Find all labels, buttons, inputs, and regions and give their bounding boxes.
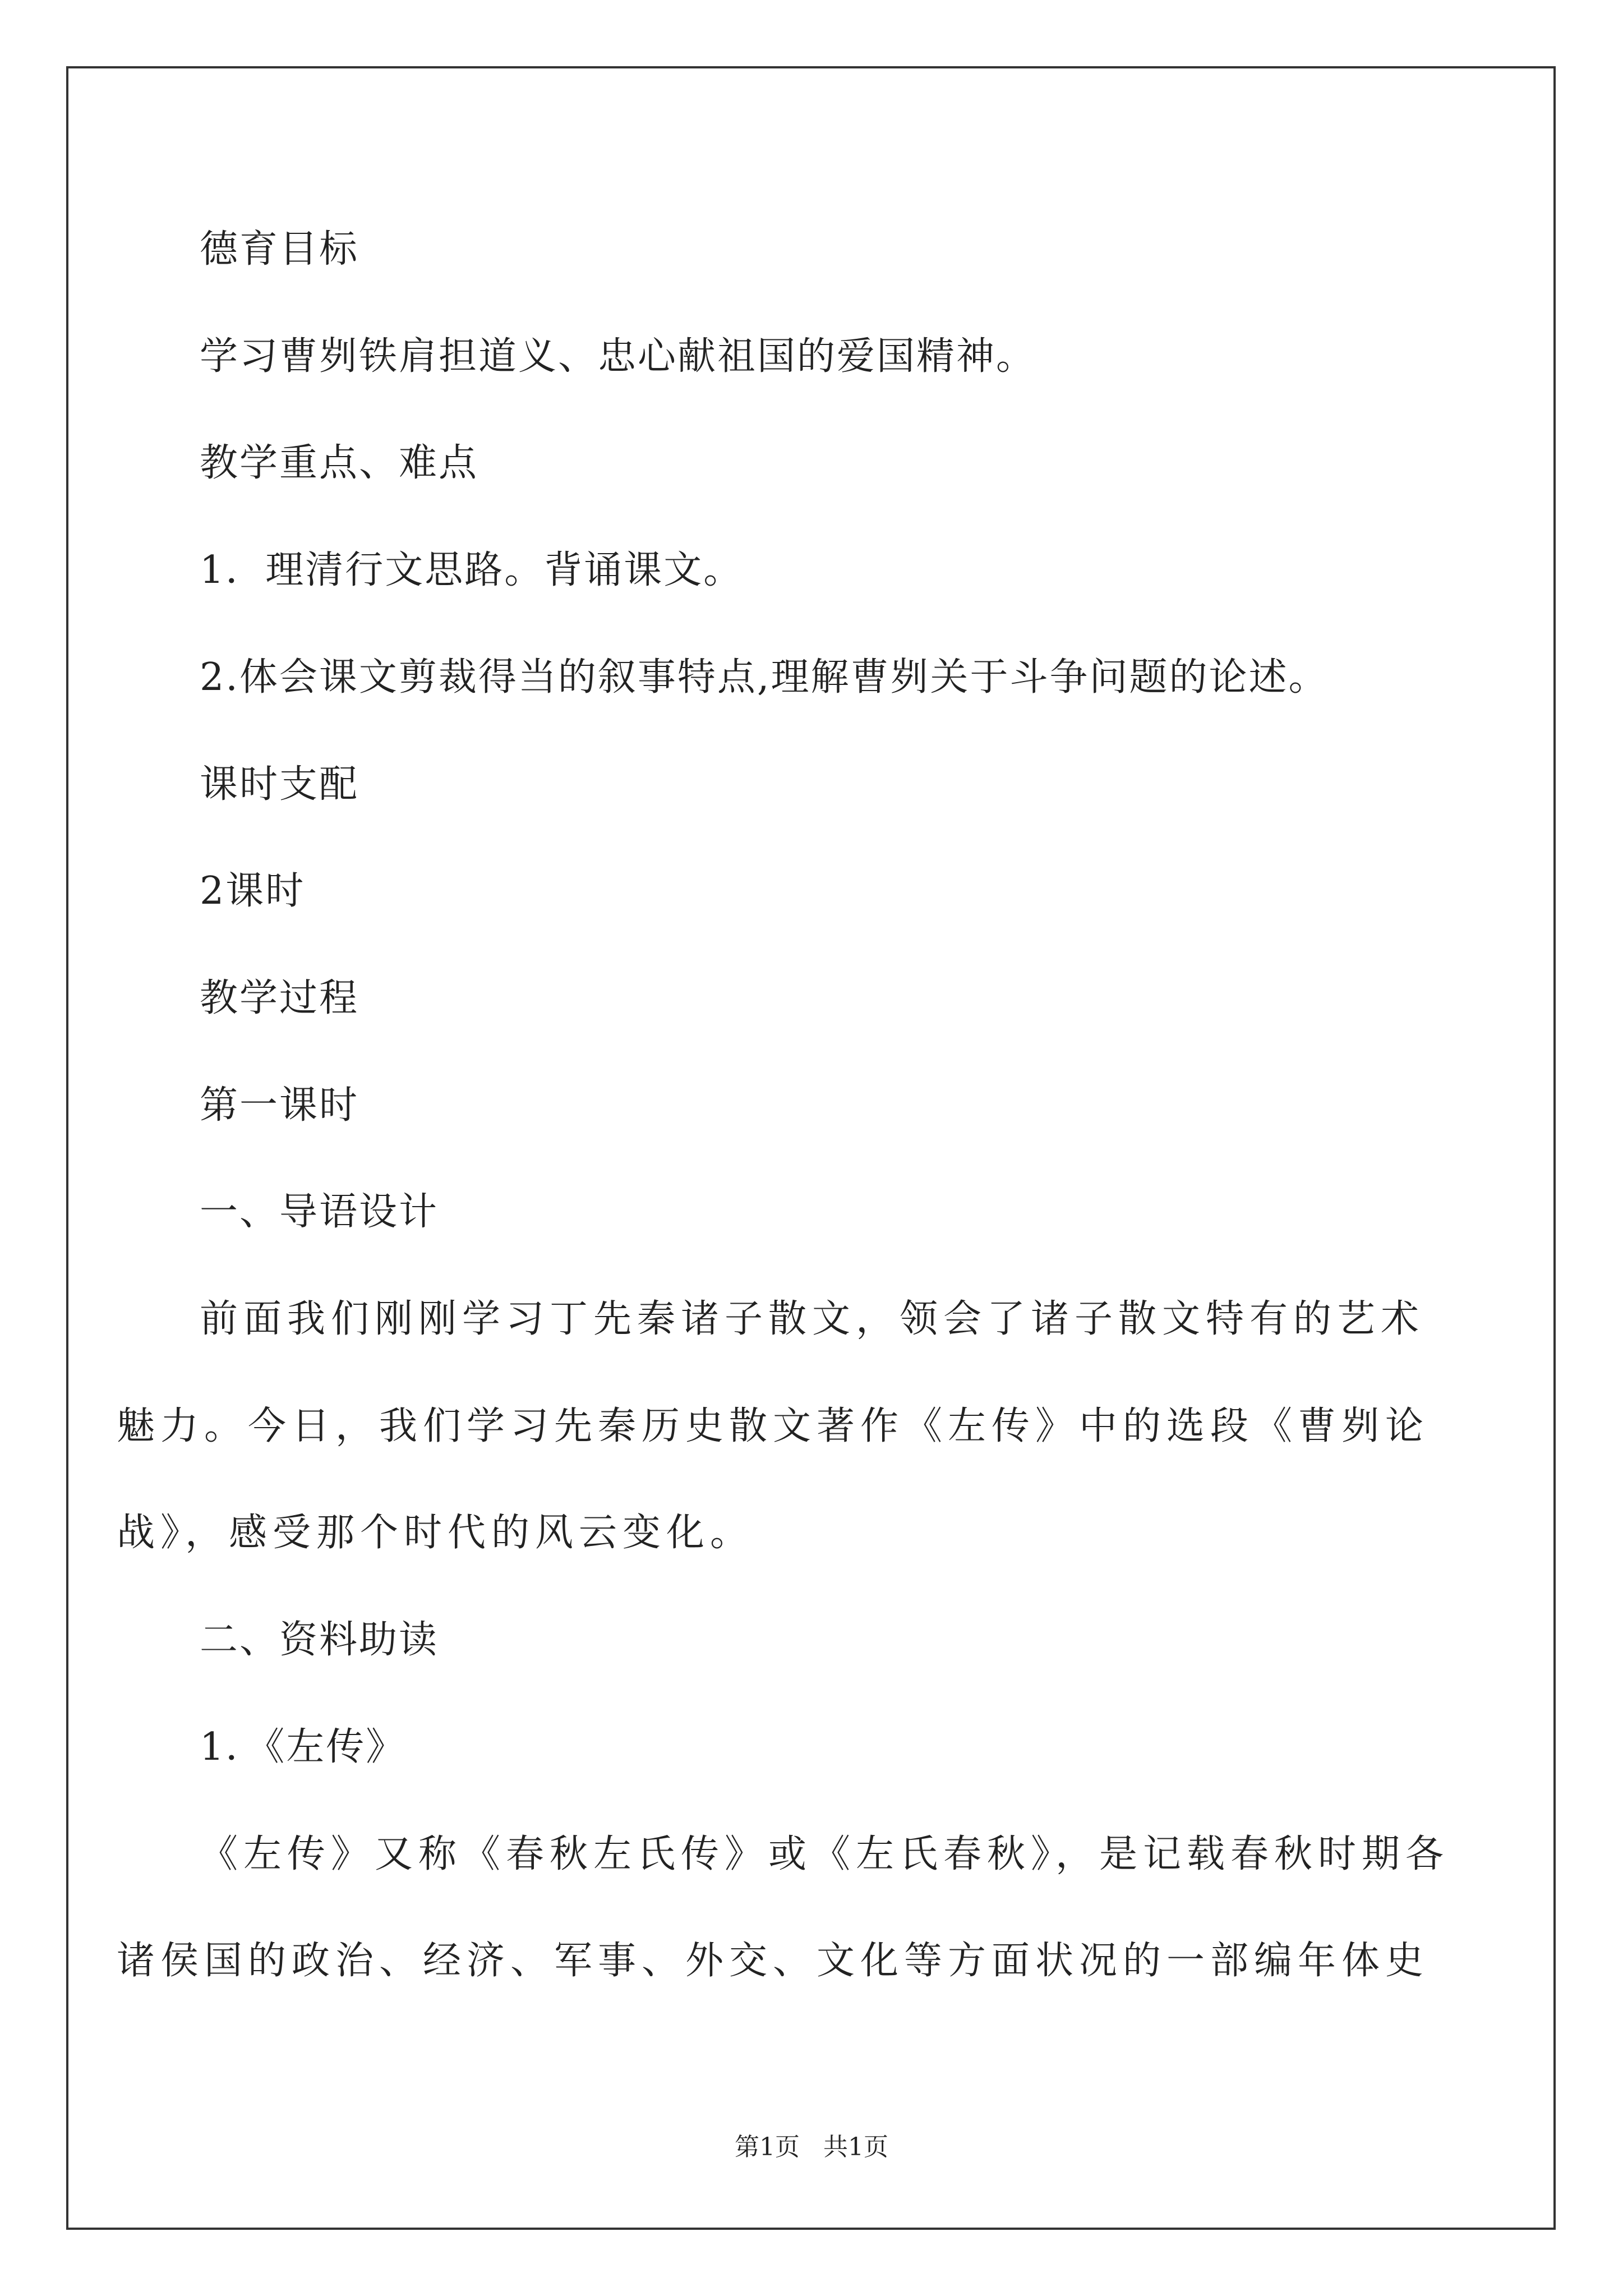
heading-class-hours: 课时支配 <box>200 762 359 807</box>
paragraph-zuozhuan-line-2: 诸侯国的政治、经济、军事、外交、文化等方面状况的一部编年体史 <box>117 1939 1430 1983</box>
paragraph-class-hours: 2课时 <box>200 869 306 913</box>
paragraph-intro-line-1: 前面我们刚刚学习丁先秦诸子散文，领会了诸子散文特有的艺术 <box>200 1297 1425 1341</box>
heading-teaching-process: 教学过程 <box>200 976 359 1020</box>
page-footer: 第1页 共1页 <box>735 2133 888 2161</box>
paragraph-intro-line-2: 魅力。今日，我们学习先秦历史散文著作《左传》中的选段《曹刿论 <box>117 1404 1430 1448</box>
heading-reading-materials: 二、资料助读 <box>200 1618 439 1662</box>
paragraph-zuozhuan-line-1: 《左传》又称《春秋左氏传》或《左氏春秋》，是记载春秋时期各 <box>200 1832 1450 1876</box>
list-item-zuozhuan: 1．《左传》 <box>200 1725 406 1769</box>
list-item-2: 2.体会课文剪裁得当的叙事特点,理解曹刿关于斗争问题的论述。 <box>200 655 1329 700</box>
paragraph-intro-line-3: 战》，感受那个时代的风云变化。 <box>117 1511 754 1555</box>
list-item-1: 1．理清行文思路。背诵课文。 <box>200 548 744 592</box>
page-border <box>66 66 1556 2230</box>
heading-moral-goals: 德育目标 <box>200 227 359 272</box>
paragraph-moral-goals: 学习曹刿铁肩担道义、忠心献祖国的爱国精神。 <box>200 334 1036 379</box>
heading-intro-design: 一、导语设计 <box>200 1190 439 1234</box>
heading-key-points: 教学重点、难点 <box>200 441 479 485</box>
heading-first-lesson: 第一课时 <box>200 1083 359 1128</box>
